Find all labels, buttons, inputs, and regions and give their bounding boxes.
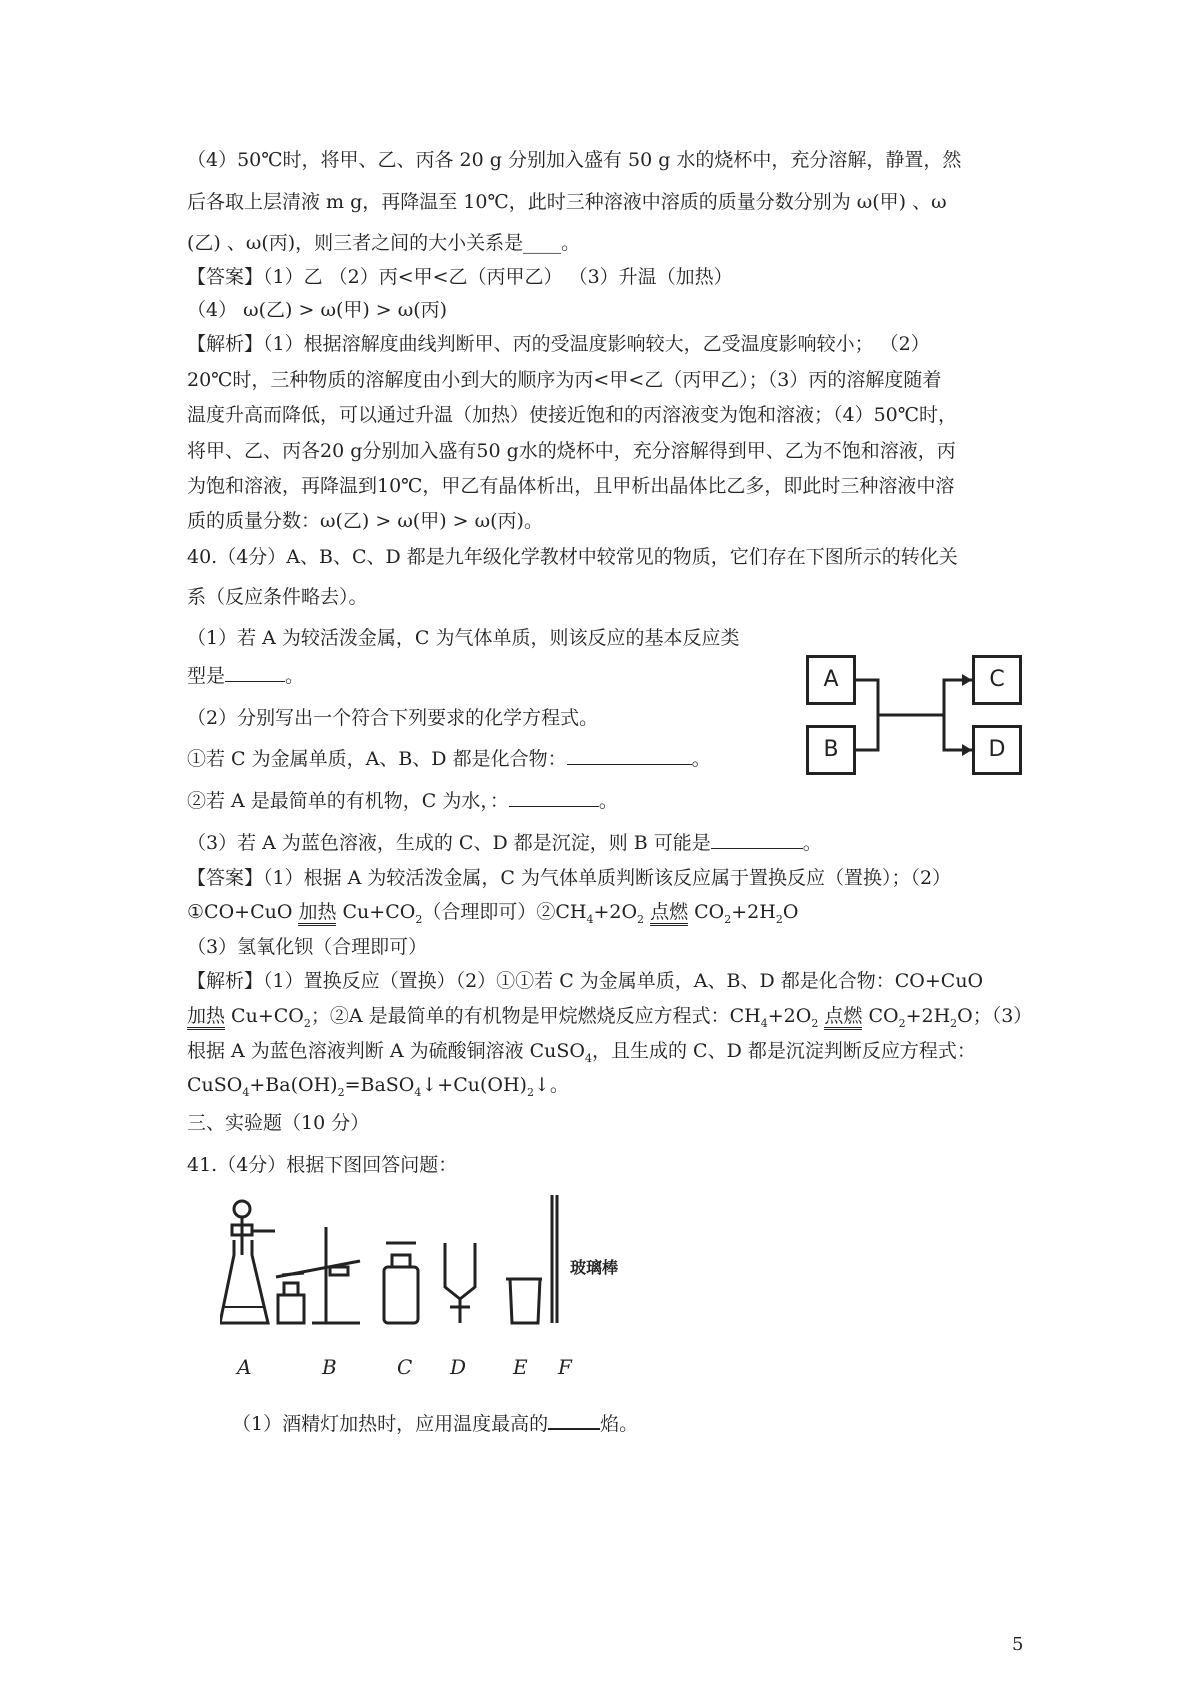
q39-analysis-line3: 温度升高而降低，可以通过升温（加热）使接近饱和的丙溶液变为饱和溶液；（4）50℃时， [187, 404, 958, 426]
subscript: 2 [526, 1085, 534, 1099]
q41-stem: 41.（4分）根据下图回答问题： [187, 1154, 458, 1176]
eq-text: 根据 A 为蓝色溶液判断 A 为硫酸铜溶液 CuSO [187, 1040, 586, 1062]
q40-part1-line2 [187, 664, 304, 688]
eq-text: CO [688, 901, 725, 923]
q39-analysis-line5: 为饱和溶液，再降温到10℃，甲乙有晶体析出，且甲析出晶体比乙多，即此时三种溶液中溶 [187, 475, 955, 497]
eq-text: =BaSO [344, 1074, 415, 1096]
section-title: 三、实验题（10 分） [187, 1112, 370, 1134]
subscript: 2 [637, 912, 645, 926]
q39-part4-line2: 后各取上层清液 m g，再降温至 10℃，此时三种溶液中溶质的质量分数分别为 ω(甲) 、ω [187, 191, 947, 213]
subscript: 4 [586, 912, 594, 926]
answer-blank [567, 748, 692, 765]
subscript: 2 [950, 1016, 958, 1030]
q40-part2: （2）分别写出一个符合下列要求的化学方程式。 [187, 707, 599, 729]
q39-analysis-line2: 20℃时，三种物质的溶解度由小到大的顺序为丙<甲<乙（丙甲乙）；（3）丙的溶解度随着 [187, 369, 942, 391]
separatory-funnel [445, 1243, 475, 1323]
eq-text: ①CO+CuO [187, 901, 299, 923]
diagram-box-d: D [972, 725, 1022, 775]
q40-answer-line1: 【答案】（1）根据 A 为较活泼金属，C 为气体单质判断该反应属于置换反应（置换）；（2） [187, 867, 952, 889]
q39-answer-line2: （4） ω(乙) > ω(甲) > ω(丙) [187, 299, 448, 321]
figure-label-e: E [513, 1355, 528, 1379]
subscript: 2 [811, 1016, 819, 1030]
apparatus-figure [220, 1195, 700, 1335]
eq-text: （合理即可）②CH [422, 901, 587, 923]
eq-text: ↓+Cu(OH) [421, 1074, 527, 1096]
eq-text: Cu+CO [336, 901, 416, 923]
q40-part2-item2-text: ②若 A 是最简单的有机物，C 为水，： [187, 790, 509, 812]
subscript: 2 [724, 912, 732, 926]
glass-rod [552, 1195, 557, 1323]
q40-stem-line1: 40.（4分）A、B、C、D 都是九年级化学教材中较常见的物质，它们存在下图所示的转化关 [187, 546, 958, 568]
figure-label-c: C [397, 1355, 413, 1379]
reaction-condition: 点燃 [650, 901, 688, 926]
subscript: 2 [303, 1016, 311, 1030]
reaction-diagram [800, 640, 1040, 788]
q40-part2-item1-end: 。 [691, 748, 711, 770]
apparatus-drawing [220, 1195, 700, 1335]
q39-analysis-line1: 【解析】（1）根据溶解度曲线判断甲、丙的受温度影响较大，乙受温度影响较小； （2） [187, 333, 930, 355]
q40-part3 [187, 831, 822, 855]
diagram-box-a: A [806, 655, 856, 705]
page-number: 5 [1012, 1634, 1024, 1655]
subscript: 4 [760, 1016, 768, 1030]
q40-analysis-line3 [187, 1039, 976, 1071]
eq-text: ；②A 是最简单的有机物是甲烷燃烧反应方程式：CH [310, 1005, 761, 1027]
conical-flask-with-funnel [220, 1201, 275, 1323]
diagram-box-b: B [806, 725, 856, 775]
eq-text: +2H [905, 1005, 951, 1027]
reaction-condition: 点燃 [824, 1005, 862, 1030]
subscript: 2 [898, 1016, 906, 1030]
q40-part1-text: 型是 [187, 665, 226, 687]
q40-analysis-line4 [187, 1073, 569, 1105]
answer-blank [509, 790, 599, 807]
subscript: 4 [414, 1085, 422, 1099]
figure-label-d: D [450, 1355, 467, 1379]
subscript: 4 [242, 1085, 250, 1099]
eq-text: ↓。 [533, 1074, 569, 1096]
q40-part2-item1-text: ①若 C 为金属单质，A、B、D 都是化合物： [187, 748, 567, 770]
q40-part2-item2-end: 。 [598, 790, 618, 812]
q40-part3-end: 。 [802, 832, 822, 854]
eq-text: +2O [767, 1005, 812, 1027]
q39-analysis-line6: 质的质量分数：ω(乙) > ω(甲) > ω(丙)。 [187, 510, 543, 532]
answer-blank [548, 1412, 600, 1430]
subscript: 2 [775, 912, 783, 926]
subscript: 4 [585, 1051, 593, 1065]
q40-analysis-line2 [187, 1004, 1032, 1036]
eq-text: CO [862, 1005, 899, 1027]
eq-text: CuSO [187, 1074, 243, 1096]
q40-part1-end: 。 [285, 665, 305, 687]
answer-blank [711, 832, 803, 849]
q40-part2-item1 [187, 747, 711, 771]
reaction-condition: 加热 [187, 1005, 225, 1030]
glass-rod-label: 玻璃棒 [570, 1258, 619, 1277]
iron-stand-with-lamp [276, 1227, 360, 1323]
eq-text: O [782, 901, 799, 923]
answer-blank [225, 665, 285, 682]
q40-part2-item2 [187, 789, 618, 813]
figure-label-b: B [322, 1355, 337, 1379]
gas-collecting-bottle [384, 1243, 418, 1323]
q39-part4-line1: （4）50℃时，将甲、乙、丙各 20 g 分别加入盛有 50 g 水的烧杯中，充分溶解，静置，然 [187, 149, 962, 171]
eq-text: O；（3） [957, 1005, 1033, 1027]
q40-part1-line1: （1）若 A 为较活泼金属，C 为气体单质，则该反应的基本反应类 [187, 627, 740, 649]
q40-answer-line3: （3）氢氧化钡（合理即可） [187, 936, 428, 958]
eq-text: ，且生成的 C、D 都是沉淀判断反应方程式： [592, 1040, 976, 1062]
figure-label-f: F [558, 1355, 572, 1379]
figure-label-a: A [237, 1355, 252, 1379]
q39-answer-line1: 【答案】（1）乙 （2）丙<甲<乙（丙甲乙） （3）升温（加热） [187, 266, 733, 288]
q39-part4-line3: (乙) 、ω(丙)，则三者之间的大小关系是____。 [187, 232, 581, 254]
q41-part1-text: （1）酒精灯加热时，应用温度最高的 [232, 1413, 549, 1435]
eq-text: +2H [731, 901, 776, 923]
eq-text: +Ba(OH) [249, 1074, 338, 1096]
q39-analysis-line4: 将甲、乙、丙各20 g分别加入盛有50 g水的烧杯中，充分溶解得到甲、乙为不饱和溶液，丙 [187, 440, 956, 462]
diagram-box-c: C [972, 655, 1022, 705]
eq-text: +2O [593, 901, 638, 923]
q40-part3-text: （3）若 A 为蓝色溶液，生成的 C、D 都是沉淀，则 B 可能是 [187, 832, 711, 854]
beaker [506, 1279, 542, 1323]
subscript: 2 [415, 912, 423, 926]
q41-part1 [232, 1412, 638, 1436]
subscript: 2 [337, 1085, 345, 1099]
q40-analysis-line1: 【解析】（1）置换反应（置换）（2）①①若 C 为金属单质，A、B、D 都是化合物：CO+CuO [187, 970, 984, 992]
eq-text: Cu+CO [225, 1005, 304, 1027]
q40-answer-line2 [187, 900, 798, 932]
q40-stem-line2: 系（反应条件略去）。 [187, 586, 368, 608]
q41-part1-end: 焰。 [600, 1413, 639, 1435]
reaction-condition: 加热 [298, 901, 336, 926]
